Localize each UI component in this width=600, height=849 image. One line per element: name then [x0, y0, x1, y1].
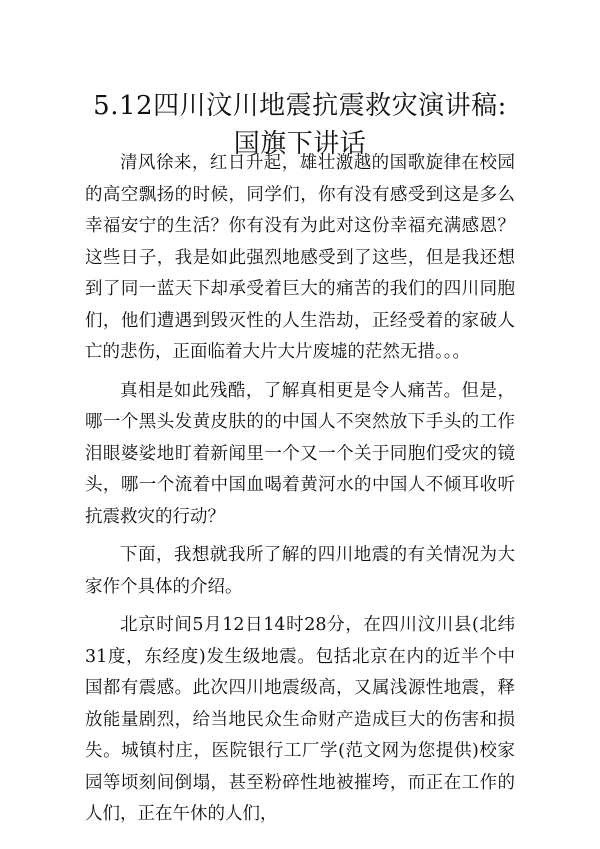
paragraph: 北京时间5月12日14时28分，在四川汶川县(北纬31度，东经度)发生级地震。包括北京在内的近半个中国都有震感。此次四川地震级高，又属浅源性地震，释放能量剧烈，给当地民众生命财产造成巨大的伤害和损失。城镇村庄，医院银行工厂学(范文网为您提供)校家园等顷刻间倒塌，甚至粉碎性地被摧垮，而正在工作的人们，正在午休的人们， — [85, 615, 515, 824]
paragraph: 清风徐来，红日升起，雄壮激越的国歌旋律在校园的高空飘扬的时候，同学们，你有没有感受到这是多么幸福安宁的生活？你有没有为此对这份幸福充满感恩？这些日子，我是如此强烈地感受到了这些，但是我还想到了同一蓝天下却承受着巨大的痛苦的我们的四川同胞们，他们遭遇到毁灭性的人生浩劫，正经受着的家破人亡的悲伤，正面临着大片大片废墟的茫然无措。。。 — [85, 153, 515, 362]
document-body — [85, 148, 515, 838]
paragraph: 下面，我想就我所了解的四川地震的有关情况为大家作个具体的介绍。 — [85, 545, 515, 597]
document-title: 5.12四川汶川地震抗震救灾演讲稿:国旗下讲话 — [93, 91, 507, 160]
paragraph: 真相是如此残酷，了解真相更是令人痛苦。但是，哪一个黑头发黄皮肤的的中国人不突然放下手头的工作泪眼婆娑地盯着新闻里一个又一个关于同胞们受灾的镜头，哪一个流着中国血喝着黄河水的中国人不倾耳收听抗震救灾的行动？ — [85, 380, 515, 527]
